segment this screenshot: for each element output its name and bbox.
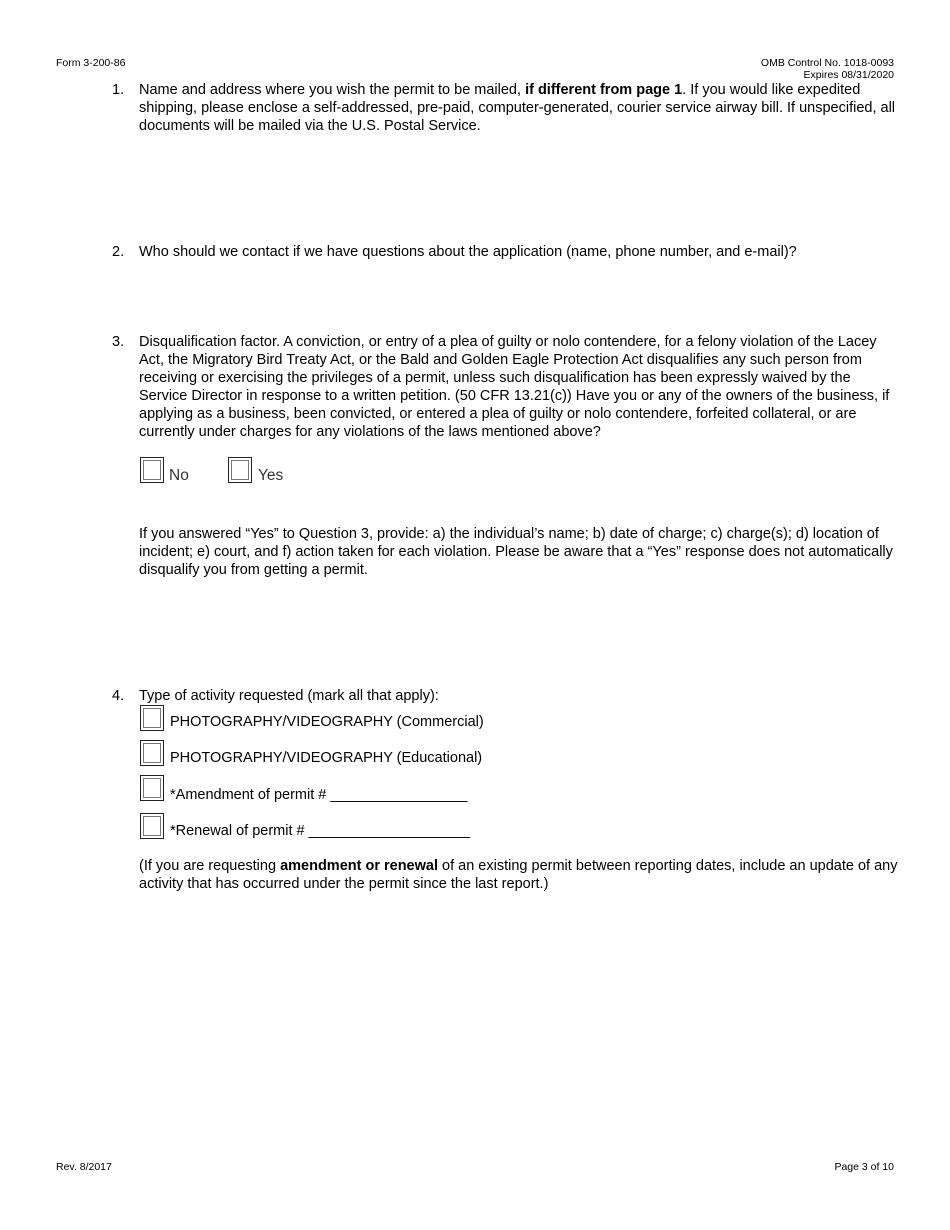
- amendment-label: *Amendment of permit # _________________: [170, 787, 468, 803]
- renewal-checkbox[interactable]: [140, 813, 164, 839]
- revision-date: Rev. 8/2017: [56, 1161, 112, 1173]
- question-4-note: (If you are requesting amendment or renewal of an existing permit between reporting dates, include an update of any activity that has occurred under the permit since the last report.): [139, 858, 898, 892]
- question-4-text: Type of activity requested (mark all that apply):: [139, 688, 439, 704]
- question-1-text: Name and address where you wish the permit to be mailed, if different from page 1. If you would like expedited shipping, please enclose a self-addressed, pre-paid, computer-generated, courier service airway bill. If unspecified, all documents will be mailed via the U.S. Postal Service.: [139, 82, 896, 134]
- disqualification-no-checkbox[interactable]: [140, 457, 164, 483]
- disqualification-yes-checkbox[interactable]: [228, 457, 252, 483]
- omb-control-number: OMB Control No. 1018-0093: [760, 57, 894, 69]
- activity-educational-checkbox[interactable]: [140, 740, 164, 766]
- form-number: Form 3-200-86: [56, 57, 126, 69]
- expiration-date: Expires 08/31/2020: [803, 69, 894, 81]
- question-1-number: 1.: [112, 82, 125, 98]
- activity-commercial-checkbox[interactable]: [140, 705, 164, 731]
- activity-educational-label: PHOTOGRAPHY/VIDEOGRAPHY (Educational): [170, 750, 483, 766]
- disqualification-no-label: No: [169, 467, 189, 484]
- activity-commercial-label: PHOTOGRAPHY/VIDEOGRAPHY (Commercial): [170, 714, 484, 730]
- renewal-label: *Renewal of permit # ____________________: [170, 823, 470, 839]
- question-3-text: Disqualification factor. A conviction, or entry of a plea of guilty or nolo contendere, for a felony violation of the Lacey Act, the Migratory Bird Treaty Act, or the Bald and Golden Eagle Protection Act disqualifies any such person from receiving or exercising the privileges of a permit, unless such disqualification has been expressly waived by the Service Director in response to a written petition. (50 CFR 13.21(c)) Have you or any of the owners of the business, if applying as a business, been convicted, or entered a plea of guilty or nolo contendere, forfeited collateral, or are currently under charges for any violations of the laws mentioned above?: [139, 334, 890, 440]
- disqualification-yes-label: Yes: [258, 467, 284, 484]
- question-4-number: 4.: [112, 688, 125, 704]
- question-2-number: 2.: [112, 244, 125, 260]
- question-2-text: Who should we contact if we have questions about the application (name, phone number, and e-mail)?: [139, 244, 797, 260]
- page-number: Page 3 of 10: [834, 1161, 894, 1173]
- amendment-checkbox[interactable]: [140, 775, 164, 801]
- question-3-followup-text: If you answered “Yes” to Question 3, provide: a) the individual’s name; b) date of charge; c) charge(s); d) location of incident; e) court, and f) action taken for each violation. Please be aware that a “Yes” response does not automatically disqualify you from getting a permit.: [139, 526, 893, 578]
- question-3-number: 3.: [112, 334, 125, 350]
